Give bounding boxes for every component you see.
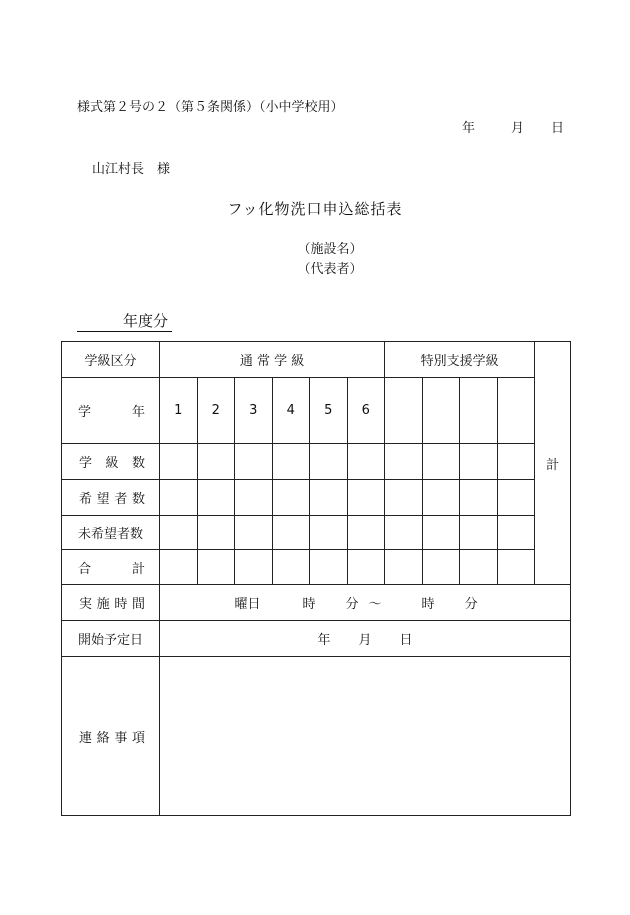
applicants-cell[interactable]	[497, 480, 535, 516]
form-number: 様式第２号の２（第５条関係）（小中学校用）	[77, 100, 344, 115]
total-cell[interactable]	[385, 550, 423, 585]
class-count-label: 学 級 数	[62, 444, 160, 480]
total-cell[interactable]	[460, 550, 498, 585]
applicants-cell[interactable]	[347, 480, 385, 516]
grade-4: 4	[272, 378, 310, 444]
applicants-cell[interactable]	[160, 480, 198, 516]
category-label: 学級区分	[62, 342, 160, 378]
applicants-cell[interactable]	[272, 480, 310, 516]
start-date-label: 開始予定日	[62, 621, 160, 657]
notes-field[interactable]	[160, 657, 571, 816]
total-cell[interactable]	[422, 550, 460, 585]
class-count-cell[interactable]	[347, 444, 385, 480]
class-count-cell[interactable]	[460, 444, 498, 480]
application-summary-table	[61, 341, 571, 816]
total-cell[interactable]	[310, 550, 348, 585]
applicants-cell[interactable]	[235, 480, 273, 516]
special-grade-cell[interactable]	[497, 378, 535, 444]
grade-1: 1	[160, 378, 198, 444]
date-day: 日	[551, 121, 565, 136]
applicants-cell[interactable]	[422, 480, 460, 516]
special-grade-cell[interactable]	[422, 378, 460, 444]
representative-label: （代表者）	[297, 262, 363, 277]
date-year: 年	[462, 121, 476, 136]
non-applicants-label: 未希望者数	[62, 516, 160, 550]
non-applicants-cell[interactable]	[310, 516, 348, 550]
applicants-cell[interactable]	[310, 480, 348, 516]
applicants-cell[interactable]	[385, 480, 423, 516]
class-count-cell[interactable]	[422, 444, 460, 480]
non-applicants-cell[interactable]	[422, 516, 460, 550]
grade-3: 3	[235, 378, 273, 444]
non-applicants-cell[interactable]	[385, 516, 423, 550]
grade-label: 学 年	[62, 378, 160, 444]
total-label: 合 計	[62, 550, 160, 585]
class-count-cell[interactable]	[197, 444, 235, 480]
class-count-cell[interactable]	[272, 444, 310, 480]
grade-2: 2	[197, 378, 235, 444]
applicants-label: 希 望 者 数	[62, 480, 160, 516]
special-grade-cell[interactable]	[385, 378, 423, 444]
schedule-label: 実 施 時 間	[62, 585, 160, 621]
recipient: 山江村長 様	[92, 162, 171, 177]
schedule-field[interactable]: 曜日 時 分 ～ 時 分	[160, 585, 571, 621]
grade-5: 5	[310, 378, 348, 444]
total-cell[interactable]	[347, 550, 385, 585]
special-class-header: 特別支援学級	[385, 342, 535, 378]
total-cell[interactable]	[160, 550, 198, 585]
applicants-cell[interactable]	[460, 480, 498, 516]
class-count-cell[interactable]	[385, 444, 423, 480]
non-applicants-cell[interactable]	[272, 516, 310, 550]
class-count-cell[interactable]	[160, 444, 198, 480]
special-grade-cell[interactable]	[460, 378, 498, 444]
document-title: フッ化物洗口申込総括表	[227, 200, 403, 218]
non-applicants-cell[interactable]	[497, 516, 535, 550]
notes-label: 連 絡 事 項	[62, 657, 160, 816]
total-cell[interactable]	[272, 550, 310, 585]
date-month: 月	[511, 121, 525, 136]
non-applicants-cell[interactable]	[460, 516, 498, 550]
class-count-cell[interactable]	[497, 444, 535, 480]
total-cell[interactable]	[197, 550, 235, 585]
class-count-cell[interactable]	[310, 444, 348, 480]
fiscal-year-field[interactable]	[77, 313, 172, 332]
total-cell[interactable]	[235, 550, 273, 585]
non-applicants-cell[interactable]	[347, 516, 385, 550]
non-applicants-cell[interactable]	[235, 516, 273, 550]
start-date-field[interactable]: 年 月 日	[160, 621, 571, 657]
total-cell[interactable]	[497, 550, 535, 585]
fiscal-year-label: 年度分	[123, 312, 169, 330]
grade-6: 6	[347, 378, 385, 444]
applicants-cell[interactable]	[197, 480, 235, 516]
submission-date	[462, 121, 564, 137]
total-header: 計	[535, 342, 571, 585]
non-applicants-cell[interactable]	[160, 516, 198, 550]
regular-class-header: 通 常 学 級	[160, 342, 385, 378]
facility-name-label: （施設名）	[297, 242, 363, 257]
non-applicants-cell[interactable]	[197, 516, 235, 550]
class-count-cell[interactable]	[235, 444, 273, 480]
